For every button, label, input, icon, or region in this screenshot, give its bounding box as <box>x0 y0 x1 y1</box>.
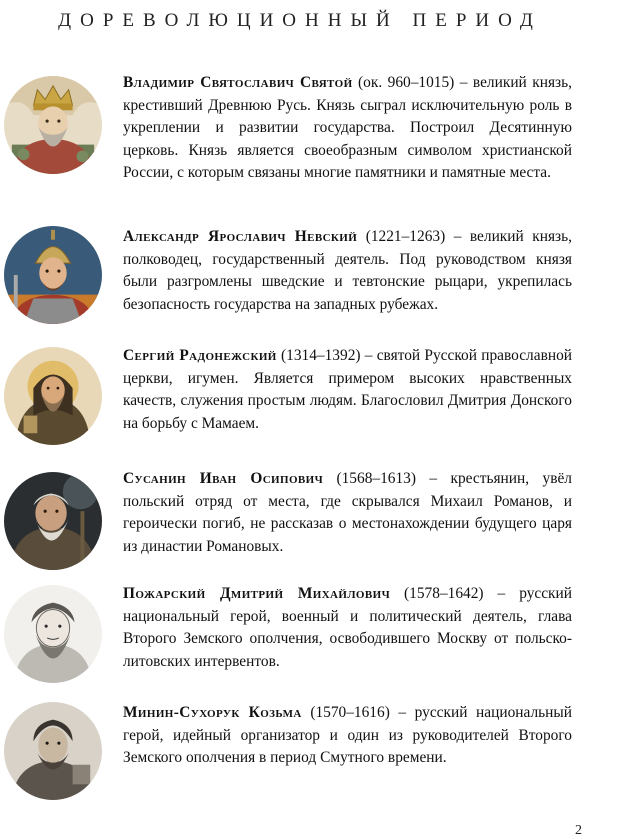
person-description: (ок. 960–1015) – великий князь, крестивший Древнюю Русь. Князь сыграл исключительную роль в укреплении и развитии государства. Построил Десятинную церковь. Князь является своеобразным символом христианской России, с которым связаны многие памятники и памятные места. <box>123 74 572 182</box>
person-name: Александр Ярославич Невский <box>123 228 358 245</box>
person-description: (1314–1392) – святой Русской православной церкви, игумен. Является примером высоких нравственных качеств, служения простым людям. Благословил Дмитрия Донского на борьбу с Мамаем. <box>123 347 573 432</box>
entry-text-nevsky <box>123 226 572 316</box>
person-description: (1578–1642) – русский национальный герой, военный и политический деятель, глава Второго Земского ополчения, освободившего Москву от польско-литовских интервентов. <box>123 585 573 670</box>
person-name: Пожарский Дмитрий Михайлович <box>123 585 391 602</box>
entry-text-susanin <box>123 468 572 558</box>
person-description: (1568–1613) – крестьянин, увёл польский отряд от места, где скрывался Михаил Романов, и героически погиб, не рассказав о местонахождении будущего царя из династии Романовых. <box>123 470 572 555</box>
entry-text-vladimir <box>123 72 572 185</box>
entry-text-pozharsky <box>123 583 572 673</box>
entry-text-sergius <box>123 345 572 435</box>
alexander-nevsky-portrait-icon <box>4 226 102 324</box>
person-name: Владимир Святославич Святой <box>123 74 353 91</box>
page-heading: ДОРЕВОЛЮЦИОННЫЙ ПЕРИОД <box>58 10 542 31</box>
person-name: Сусанин Иван Осипович <box>123 470 324 487</box>
person-name: Сергий Радонежский <box>123 347 277 364</box>
person-description: (1221–1263) – великий князь, полководец, государственный деятель. Под руководством князя были разгромлены шведские и тевтонские рыцари, укрепилась безопасность государства на западных рубежах. <box>123 228 572 313</box>
ivan-susanin-portrait-icon <box>4 472 102 570</box>
dmitry-pozharsky-portrait-icon <box>4 585 102 683</box>
sergius-radonezh-icon <box>4 347 102 445</box>
person-description: (1570–1616) – русский национальный герой, идейный организатор и один из руководителей Второго Земского ополчения в период Смутного времени. <box>123 704 572 767</box>
person-name: Минин-Сухорук Козьма <box>123 704 302 721</box>
entry-text-minin <box>123 702 572 770</box>
prince-vladimir-portrait-icon <box>4 76 102 174</box>
kuzma-minin-portrait-icon <box>4 702 102 800</box>
page-number: 2 <box>575 823 582 838</box>
